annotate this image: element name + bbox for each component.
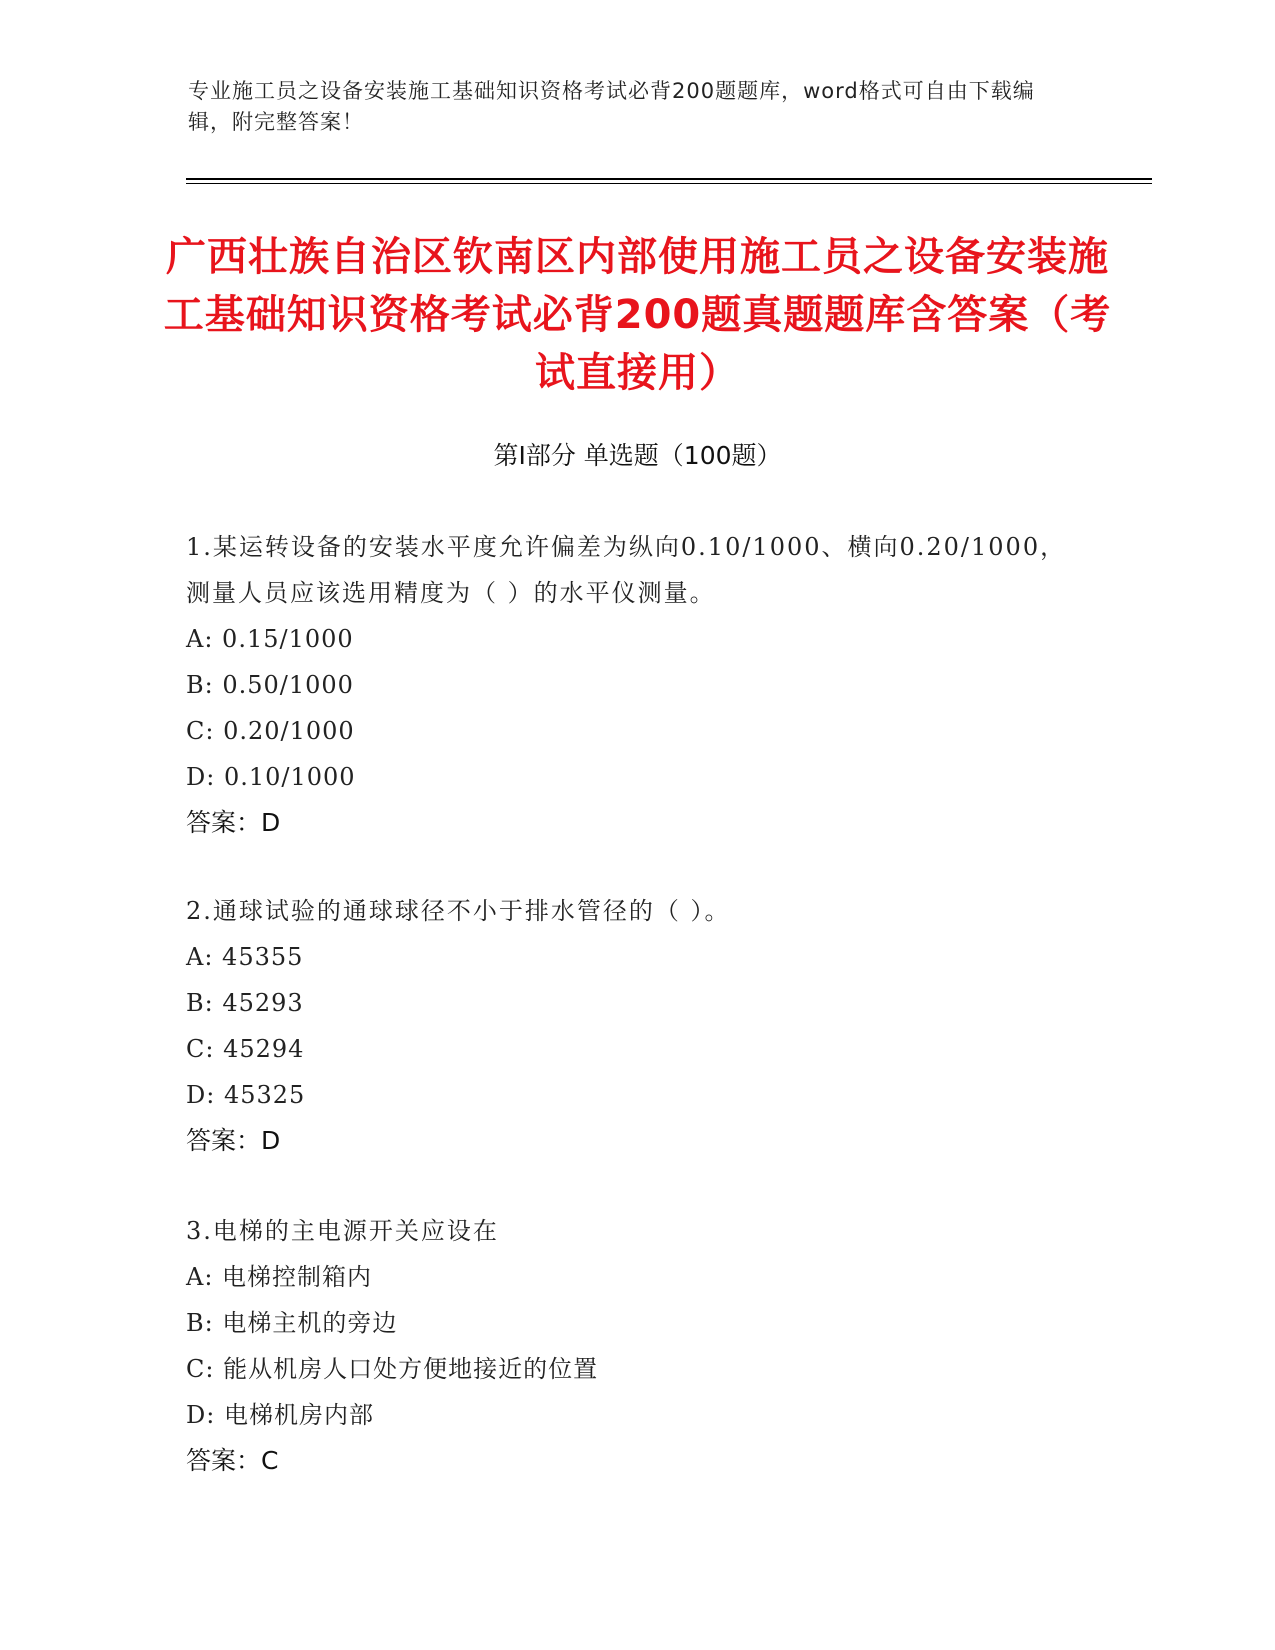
option-a: A: 电梯控制箱内 [186, 1263, 373, 1291]
option-d: D: 45325 [186, 1081, 306, 1109]
answer: 答案：C [186, 1446, 279, 1475]
option-b: B: 45293 [186, 989, 304, 1017]
question-1 [186, 524, 1086, 846]
option-b: B: 0.50/1000 [186, 671, 354, 699]
option-d: D: 0.10/1000 [186, 763, 356, 791]
option-c: C: 0.20/1000 [186, 717, 355, 745]
question-3 [186, 1208, 1086, 1484]
option-a: A: 45355 [186, 943, 304, 971]
question-2 [186, 888, 1086, 1164]
section-title: 第I部分 单选题（100题） [493, 441, 782, 470]
header-divider-thick [186, 178, 1152, 180]
header-note: 专业施工员之设备安装施工基础知识资格考试必背200题题库，word格式可自由下载编辑，附完整答案！ [188, 79, 1035, 134]
header-divider-thin [186, 183, 1152, 184]
answer: 答案：D [186, 1126, 281, 1155]
document-title: 广西壮族自治区钦南区内部使用施工员之设备安装施工基础知识资格考试必背200题真题题库含答案（考试直接用） [163, 234, 1112, 396]
option-b: B: 电梯主机的旁边 [186, 1309, 398, 1337]
option-a: A: 0.15/1000 [186, 625, 354, 653]
option-c: C: 45294 [186, 1035, 305, 1063]
option-c: C: 能从机房人口处方便地接近的位置 [186, 1355, 599, 1383]
question-stem: 1.某运转设备的安装水平度允许偏差为纵向0.10/1000、横向0.20/1000，测量人员应该选用精度为（ ）的水平仪测量。 [186, 533, 1067, 607]
question-stem: 2.通球试验的通球球径不小于排水管径的（ ）。 [186, 897, 731, 925]
question-stem: 3.电梯的主电源开关应设在 [186, 1217, 499, 1245]
option-d: D: 电梯机房内部 [186, 1401, 374, 1429]
answer: 答案：D [186, 808, 281, 837]
